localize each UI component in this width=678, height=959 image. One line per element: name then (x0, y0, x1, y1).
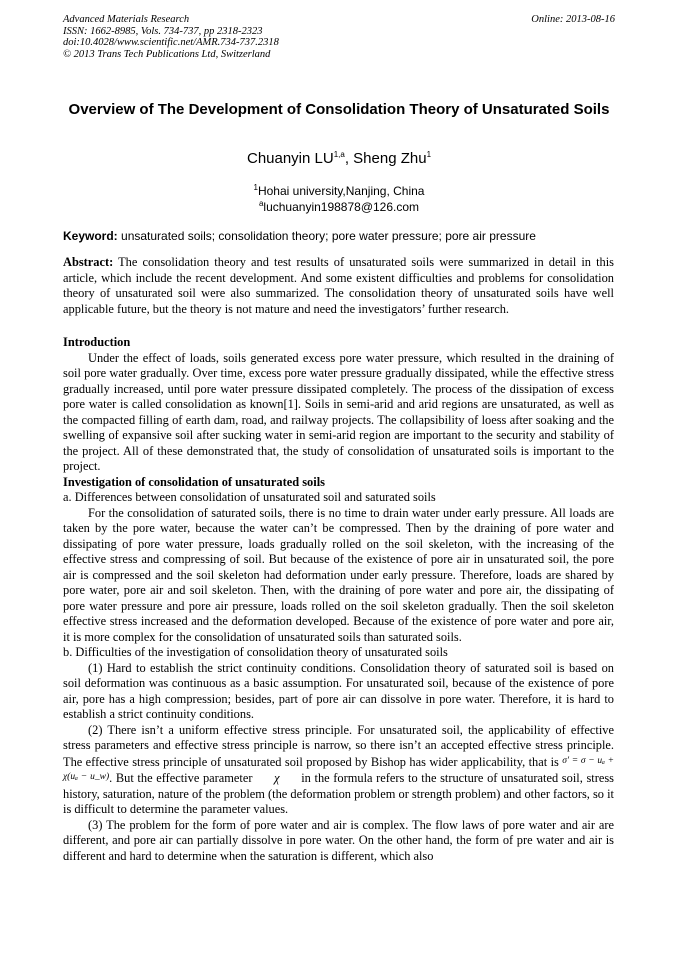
author-superscript: 1,a (333, 150, 345, 159)
paper-title: Overview of The Development of Consolidation Theory of Unsaturated Soils (68, 101, 610, 118)
difficulty-3-paragraph: (3) The problem for the form of pore water and air is complex. The flow laws of pore water and air are different, and pore air can partially dissolve in pore water. On the other hand, the form of pre water and air is different and hard to determine when the saturation is different, which also (63, 817, 614, 863)
author-name: Chuanyin LU (246, 150, 334, 167)
introduction-heading: Introduction (63, 335, 131, 349)
subsection-a-heading: a. Differences between consolidation of unsaturated soil and saturated soils (63, 490, 436, 504)
subsection-b-heading: b. Difficulties of the investigation of consolidation theory of unsaturated soils (63, 645, 448, 659)
online-date: Online: 2013-08-16 (531, 14, 615, 25)
difficulty-1-paragraph: (1) Hard to establish the strict continuity conditions. Consolidation theory of saturated soil is based on soil deformation was continuous as a basic assumption. For unsaturated soil, because of the existence of pore air, pore has a high compression; besides, part of pore air can dissolve in pore water. Therefore, it is hard to establish a strict continuity conditions. (63, 660, 614, 721)
abstract-paragraph (63, 255, 614, 317)
paper-body (63, 255, 614, 864)
introduction-paragraph: Under the effect of loads, soils generated excess pore water pressure, which resulted in the draining of soil pore water gradually. Over time, excess pore water pressure gradually dissipated, while the effective stress gradually increased, until pore water pressure dissipated completely. The process of the dissipation of excess pore water is called consolidation as known[1]. Soils in semi-arid and arid regions are unsaturated, as well as the compacted filling of earth dam, road, and railway projects. The collapsibility of loess after soaking and the swelling of expansive soil after sucking water in semi-arid region are important to the security and stability of the project. All of these demonstrated that, the study of consolidation of unsaturated soils is important to the project. (63, 350, 614, 473)
keywords-label: Keyword: (63, 229, 118, 243)
affiliation-superscript: 1 (253, 183, 258, 192)
author-separator: , (344, 150, 354, 167)
affiliation (0, 183, 678, 198)
author-email (0, 199, 678, 214)
investigation-heading: Investigation of consolidation of unsaturated soils (63, 474, 325, 489)
journal-name: Advanced Materials Research (63, 14, 190, 25)
subsection-a-paragraph: For the consolidation of saturated soils, there is no time to drain water under early pressure. All loads are taken by the pore water, because the water can’t be compressed. Then by the draining of pore water and dissipating of pore water pressure, loads gradually rolled on the soil skeleton, with the increasing of the effective stress and compressing of soil. But because of the existence of pore air in unsaturated soil, the pore air is compressed and the soil skeleton had deformation under early pressure. Therefore, loads are shared by pore water, pore air and soil skeleton. Then, with the draining of pore water and pore air, the dissipating of pore water pressure and pore air pressure, loads rolled on the soil skeleton gradually. Then the soil skeleton effective stress increased and the deformation developed. Because of the existence of pore water and pore air, it is more complex for the consolidation of unsaturated soils than saturated soils. (63, 505, 614, 644)
email-text: luchuanyin198878@126.com (263, 200, 420, 214)
abstract-label: Abstract: (63, 255, 114, 269)
author-name: Sheng Zhu (353, 150, 427, 167)
copyright-line: © 2013 Trans Tech Publications Ltd, Switzerland (63, 48, 271, 60)
bishop-equation: σ′ = σ − uₐ + χ(uₐ − u_w) (63, 755, 614, 782)
keywords (63, 229, 623, 243)
difficulty-2-paragraph (63, 723, 614, 818)
affiliation-text: Hohai university,Nanjing, China (257, 184, 425, 198)
difficulty-2-text: (2) There isn’t a uniform effective stress principle. For unsaturated soil, the applicability of effective stress parameters and effective stress principle is narrow, so there isn’t an accepted effective stress principle. The effective stress principle of unsaturated soil proposed by Bishop has wider applicability, that is (63, 722, 614, 769)
publication-header (63, 14, 615, 60)
doi-line: doi:10.4028/www.scientific.net/AMR.734-737.2318 (63, 37, 279, 48)
difficulty-2-text: in the formula refers to the structure of unsaturated soil, stress history, saturation, nature of the problem (the deformation problem or strength problem) and other factors, so it is difficult to determine the parameter values. (63, 771, 614, 816)
email-superscript: a (258, 199, 264, 208)
difficulty-2-text: . But the effective parameter (109, 771, 257, 785)
author-superscript: 1 (426, 150, 432, 159)
keywords-text: unsaturated soils; consolidation theory; pore water pressure; pore air pressure (117, 229, 536, 243)
chi-symbol: χ (274, 771, 280, 785)
issn-line: ISSN: 1662-8985, Vols. 734-737, pp 2318-2323 (63, 25, 263, 37)
abstract-text: The consolidation theory and test results of unsaturated soils were summarized in detail in this article, which include the recent development. And some existent difficulties and problems for consolidation theory of unsaturated soil were also summarized. The consolidation theory of unsaturated soils have well applicable future, but the theory is not mature and need the investigators’ further research. (63, 255, 614, 316)
author-line (0, 150, 678, 167)
